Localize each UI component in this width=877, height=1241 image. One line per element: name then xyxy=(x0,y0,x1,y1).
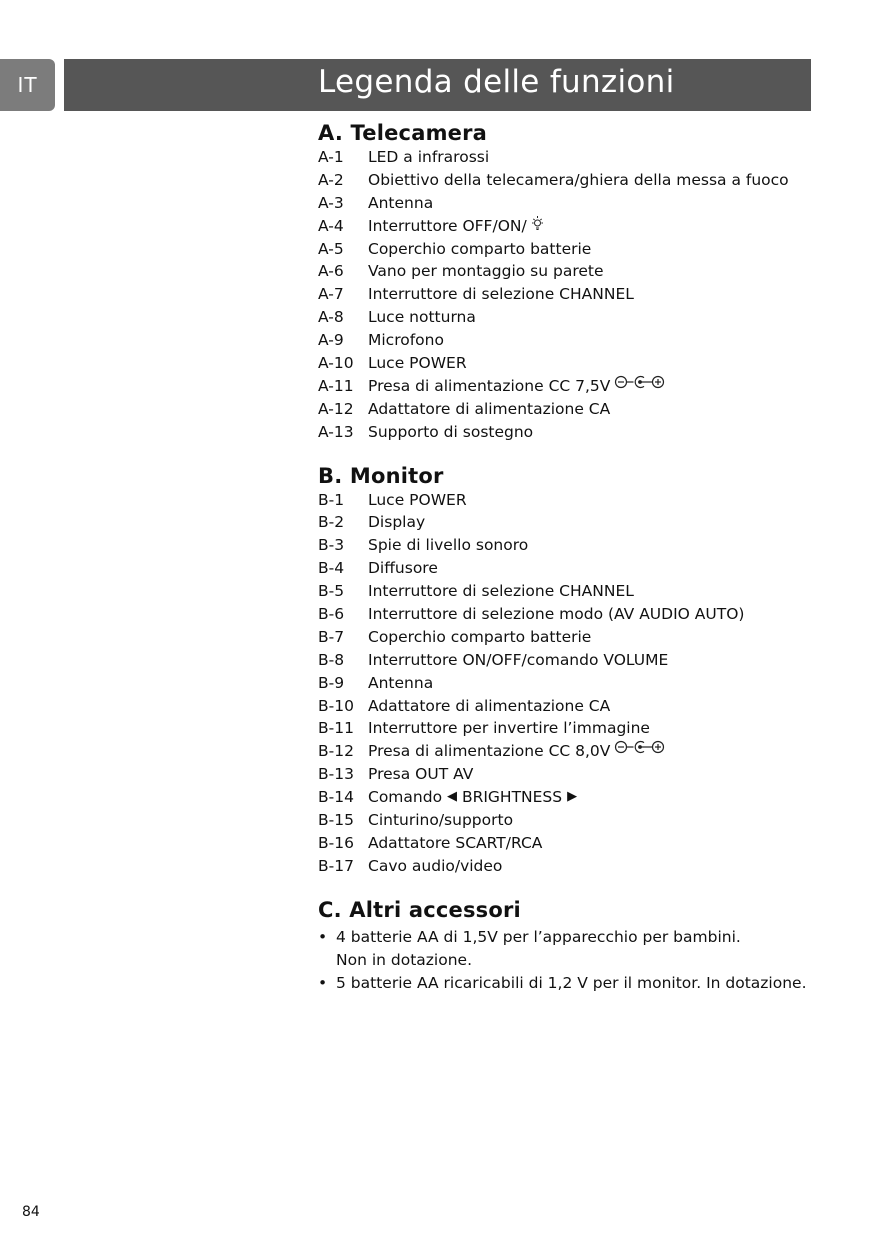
list-item xyxy=(318,238,818,261)
item-code: B-9 xyxy=(318,673,345,692)
list-item xyxy=(318,695,818,718)
list-item xyxy=(318,649,818,672)
list-item xyxy=(318,740,818,763)
item-text: Coperchio comparto batterie xyxy=(368,627,592,646)
bullet-icon: • xyxy=(318,927,328,946)
item-text: LED a infrarossi xyxy=(368,148,490,166)
item-code: B-8 xyxy=(318,650,345,669)
item-code: B-15 xyxy=(318,811,354,830)
monitor-list xyxy=(318,489,818,878)
item-code: A-11 xyxy=(318,376,354,395)
item-text: Presa di alimentazione CC 8,0V xyxy=(368,742,611,761)
list-item xyxy=(318,398,818,421)
item-code: B-2 xyxy=(318,513,345,532)
item-text: Interruttore per invertire l’immagine xyxy=(368,719,650,738)
item-text: Presa OUT AV xyxy=(368,765,474,784)
item-text-line: Non in dotazione. xyxy=(336,950,472,969)
item-code: B-14 xyxy=(318,788,354,807)
item-text: Display xyxy=(368,513,426,532)
item-code: A-12 xyxy=(318,399,354,418)
item-code: B-17 xyxy=(318,856,354,875)
item-text: Interruttore di selezione CHANNEL xyxy=(368,285,634,304)
section-heading-accessori: C. Altri accessori xyxy=(318,897,521,922)
item-code: B-4 xyxy=(318,559,345,578)
telecamera-list xyxy=(318,146,818,444)
triangle-left-icon: ◀ xyxy=(447,789,457,805)
section-monitor xyxy=(318,463,818,878)
item-text: Antenna xyxy=(368,673,434,692)
item-code: B-7 xyxy=(318,627,345,646)
item-code: A-6 xyxy=(318,262,344,281)
item-text: Interruttore di selezione CHANNEL xyxy=(368,582,634,601)
night-light-icon xyxy=(531,215,544,230)
item-text: Adattatore SCART/RCA xyxy=(368,833,543,852)
item-text-line: 4 batterie AA di 1,5V per l’apparecchio per bambini. xyxy=(336,927,741,946)
list-item xyxy=(318,352,818,375)
page-title: Legenda delle funzioni xyxy=(318,64,675,100)
item-text: Cinturino/supporto xyxy=(368,811,514,830)
list-item xyxy=(318,557,818,580)
item-code: B-3 xyxy=(318,536,345,555)
list-item xyxy=(318,926,818,972)
list-item xyxy=(318,169,818,192)
list-item xyxy=(318,215,818,238)
item-code: B-16 xyxy=(318,833,354,852)
item-text: Obiettivo della telecamera/ghiera della messa a fuoco xyxy=(368,170,789,189)
item-text: Luce POWER xyxy=(368,490,467,509)
item-text: Diffusore xyxy=(368,559,438,578)
item-code: A-9 xyxy=(318,331,344,350)
list-item xyxy=(318,832,818,855)
triangle-right-icon: ▶ xyxy=(567,789,578,805)
list-item xyxy=(318,580,818,603)
item-code: B-11 xyxy=(318,719,354,738)
dc-polarity-icon xyxy=(614,375,672,389)
list-item xyxy=(318,375,818,398)
item-text: Presa di alimentazione CC 7,5V xyxy=(368,376,611,395)
list-item xyxy=(318,192,818,215)
list-item xyxy=(318,786,818,809)
item-text: 5 batterie AA ricaricabili di 1,2 V per il monitor. In dotazione. xyxy=(336,973,807,992)
list-item xyxy=(318,763,818,786)
accessori-list xyxy=(318,926,818,995)
item-code: A-8 xyxy=(318,308,344,327)
item-text: Coperchio comparto batterie xyxy=(368,239,592,258)
item-text: Microfono xyxy=(368,331,444,350)
item-code: A-1 xyxy=(318,148,344,166)
section-telecamera xyxy=(318,120,818,444)
list-item xyxy=(318,717,818,740)
section-altri-accessori xyxy=(318,897,818,995)
item-text: Interruttore OFF/ON/ xyxy=(368,216,527,235)
list-item xyxy=(318,809,818,832)
page-number: 84 xyxy=(22,1204,40,1220)
item-code: A-13 xyxy=(318,422,354,441)
item-text: Adattatore di alimentazione CA xyxy=(368,696,611,715)
item-text: Interruttore ON/OFF/comando VOLUME xyxy=(368,650,669,669)
item-code: B-13 xyxy=(318,765,354,784)
list-item xyxy=(318,146,818,169)
item-code: A-4 xyxy=(318,216,344,235)
item-code: A-10 xyxy=(318,354,354,373)
item-code: A-3 xyxy=(318,193,344,212)
item-text: Luce POWER xyxy=(368,354,467,373)
list-item xyxy=(318,603,818,626)
bullet-icon: • xyxy=(318,973,328,992)
list-item xyxy=(318,329,818,352)
list-item xyxy=(318,855,818,878)
item-text: Interruttore di selezione modo (AV AUDIO AUTO) xyxy=(368,605,745,624)
list-item xyxy=(318,306,818,329)
item-text: Adattatore di alimentazione CA xyxy=(368,399,611,418)
item-text: Luce notturna xyxy=(368,308,476,327)
list-item xyxy=(318,489,818,512)
item-code: B-10 xyxy=(318,696,354,715)
list-item xyxy=(318,626,818,649)
item-code: B-1 xyxy=(318,490,345,509)
item-text xyxy=(336,926,741,972)
item-text: Comando xyxy=(368,788,443,807)
section-heading-monitor: B. Monitor xyxy=(318,463,444,488)
section-heading-telecamera: A. Telecamera xyxy=(318,121,488,145)
item-text: Cavo audio/video xyxy=(368,856,503,875)
item-code: A-7 xyxy=(318,285,344,304)
language-tab: IT xyxy=(0,59,55,111)
title-bar xyxy=(64,59,811,111)
item-text: Spie di livello sonoro xyxy=(368,536,529,555)
item-text: BRIGHTNESS xyxy=(461,788,563,807)
item-code: A-5 xyxy=(318,239,344,258)
dc-polarity-icon xyxy=(614,740,672,754)
item-code: B-12 xyxy=(318,742,354,761)
list-item xyxy=(318,511,818,534)
item-code: B-5 xyxy=(318,582,345,601)
list-item xyxy=(318,534,818,557)
item-code: B-6 xyxy=(318,605,345,624)
list-item xyxy=(318,421,818,444)
list-item xyxy=(318,283,818,306)
list-item xyxy=(318,972,818,995)
list-item xyxy=(318,260,818,283)
list-item xyxy=(318,672,818,695)
content xyxy=(318,120,818,994)
item-text: Vano per montaggio su parete xyxy=(368,262,604,281)
item-text: Supporto di sostegno xyxy=(368,422,534,441)
item-code: A-2 xyxy=(318,170,344,189)
item-text: Antenna xyxy=(368,193,434,212)
